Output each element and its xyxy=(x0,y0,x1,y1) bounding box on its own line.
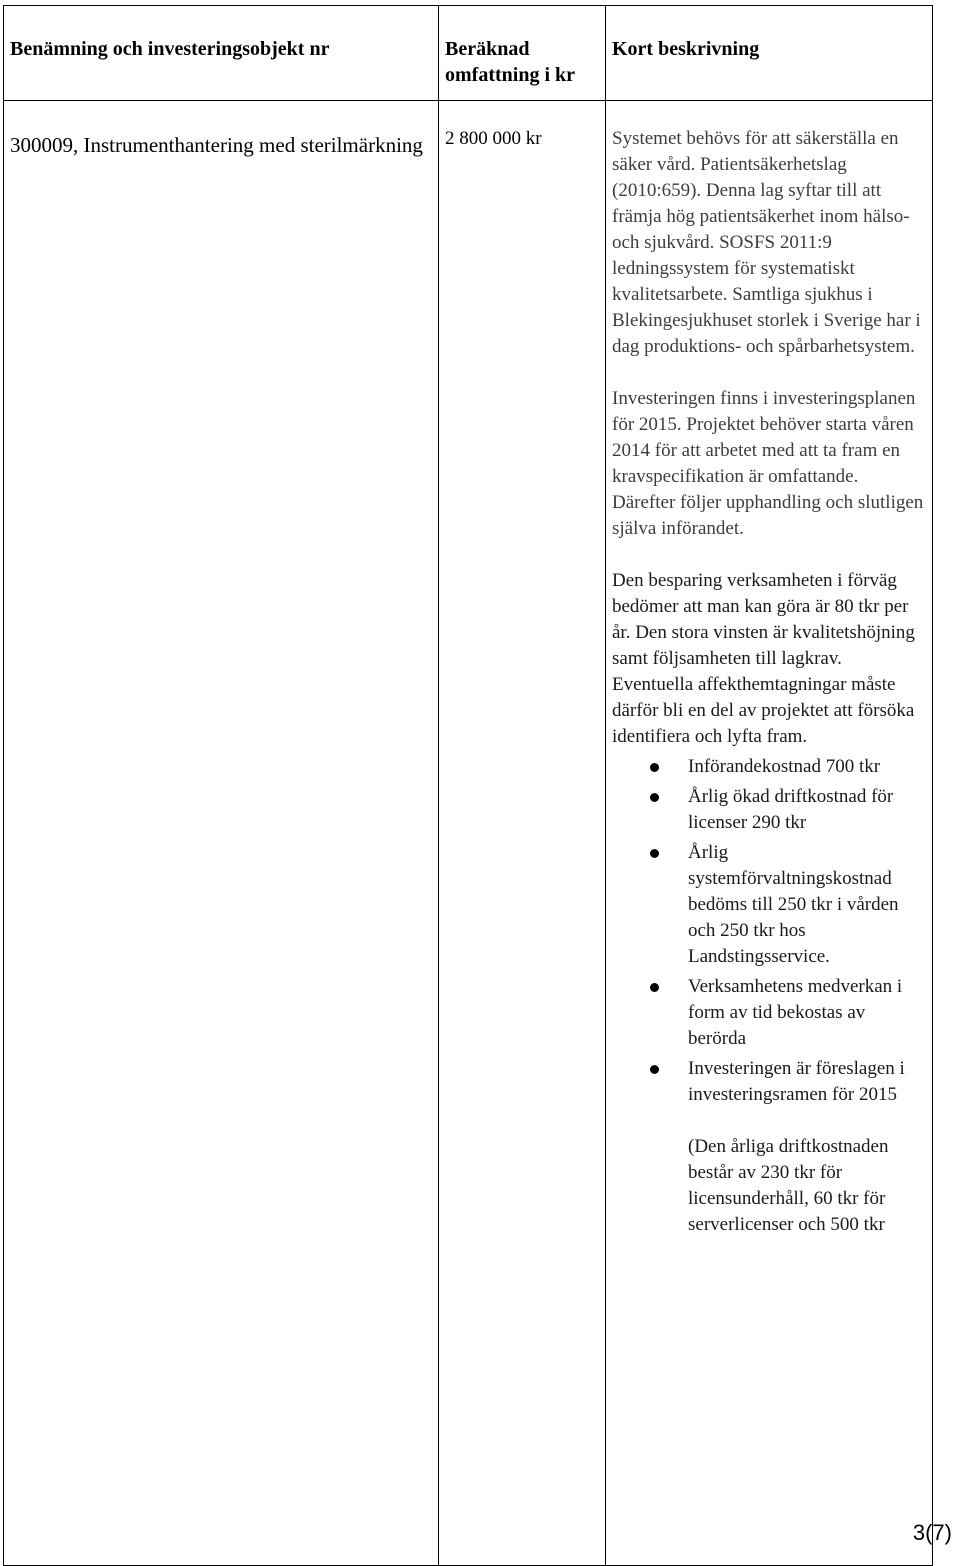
list-item: Årlig ökad driftkostnad för licenser 290 tkr xyxy=(612,784,926,836)
header-name: Benämning och investeringsobjekt nr xyxy=(4,6,439,101)
list-item: Verksamhetens medverkan i form av tid bekostas av berörda xyxy=(612,974,926,1052)
page-number: 3(7) xyxy=(912,1520,952,1545)
description-paragraph-3: Den besparing verksamheten i förväg bedömer att man kan göra är 80 tkr per år. Den stora vinsten är kvalitetshöjning samt följsamheten till lagkrav. Eventuella affekthemtagningar måste därför bli en del av projektet att försöka identifiera och lyfta fram. xyxy=(612,570,915,747)
cost-note: (Den årliga driftkostnaden består av 230 tkr för licensunderhåll, 60 tkr för serverlicenser och 500 tkr xyxy=(688,1136,889,1235)
bullet-icon xyxy=(650,793,659,802)
cell-amount xyxy=(439,101,606,1566)
list-item: Införandekostnad 700 tkr xyxy=(612,754,926,780)
table-row xyxy=(4,101,933,1566)
table-header-row xyxy=(4,6,933,101)
header-amount: Beräknad omfattning i kr xyxy=(439,6,606,101)
cell-name xyxy=(4,101,439,1566)
investment-table xyxy=(3,5,933,1566)
list-item: Investeringen är föreslagen i investeringsramen för 2015 xyxy=(612,1056,926,1108)
bullet-icon xyxy=(650,983,659,992)
cost-bullet-list xyxy=(612,754,926,1108)
bullet-icon xyxy=(650,849,659,858)
bullet-icon xyxy=(650,1065,659,1074)
description-paragraph-2: Investeringen finns i investeringsplanen för 2015. Projektet behöver starta våren 2014 för att arbetet med att ta fram en kravspecifikation är omfattande. Därefter följer upphandling och slutligen själva införandet. xyxy=(612,388,924,539)
object-amount: 2 800 000 kr xyxy=(445,128,542,149)
header-description: Kort beskrivning xyxy=(606,6,933,101)
description-paragraph-1: Systemet behövs för att säkerställa en säker vård. Patientsäkerhetslag (2010:659). Denna lag syftar till att främja hög patientsäkerhet inom hälso- och sjukvård. SOSFS 2011:9 ledningssystem för systematiskt kvalitetsarbete. Samtliga sjukhus i Blekingesjukhuset storlek i Sverige har i dag produktions- och spårbarhetsystem. xyxy=(612,128,921,357)
cell-description xyxy=(606,101,933,1566)
list-item: Årlig systemförvaltningskostnad bedöms till 250 tkr i vården och 250 tkr hos Landstingsservice. xyxy=(612,840,926,970)
object-name: 300009, Instrumenthantering med sterilmärkning xyxy=(10,133,423,157)
bullet-icon xyxy=(650,763,659,772)
